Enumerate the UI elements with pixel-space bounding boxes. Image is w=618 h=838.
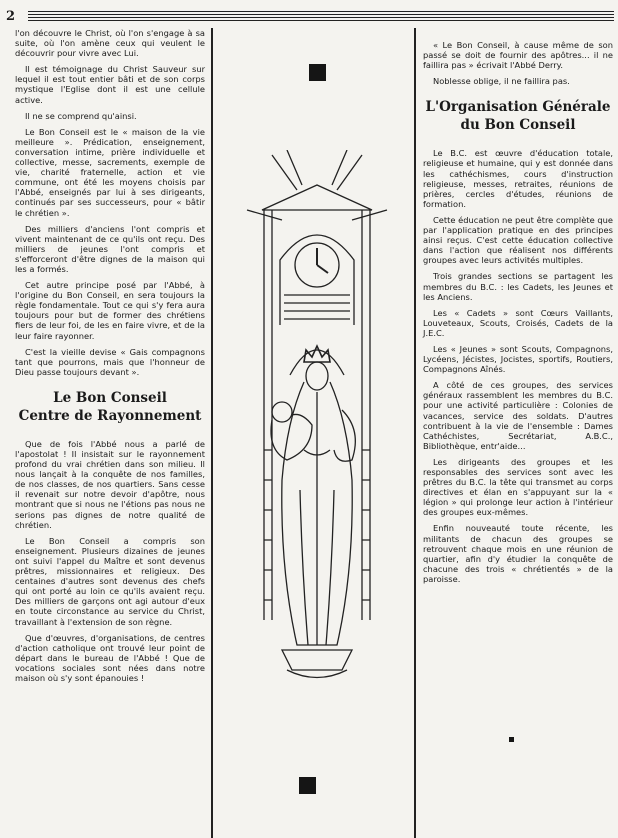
paragraph: Cet autre principe posé par l'Abbé, à l'origine du Bon Conseil, en sera toujours la règle fondamentale. Tout ce qui s'y fera aura toujours pour but de former des chrétiens fiers de leur foi, de les en faire vivre, et de la leur faire rayonner. [15,280,205,341]
paragraph: Des milliers d'anciens l'ont compris et vivent maintenant de ce qu'ils ont reçu. Des milliers de jeunes l'ont compris et s'efforceront d'être dignes de la maison qui les a formés. [15,223,205,274]
page-number: 2 [6,9,16,24]
section-heading-organisation [423,98,613,134]
paragraph: Trois grandes sections se partagent les membres du B.C. : les Cadets, les Jeunes et les Anciens. [423,271,613,302]
paragraph: Le B.C. est œuvre d'éducation totale, religieuse et humaine, qui y est donnée dans les cathéchismes, cours d'instruction religieuse, messes, retraites, réunions de prières, cercles d'études, réunions de formation. [423,148,613,209]
paragraph: Le Bon Conseil a compris son enseignement. Plusieurs dizaines de jeunes ont suivi l'appel du Maître et sont devenus prêtres, missionnaires et religieux. Des centaines d'autres sont devenus des chefs qui ont porté au loin ce qu'ils avaient reçu. Des milliers de garçons ont agi autour d'eux en toute circonstance au service du Christ, travaillant à l'extension de son règne. [15,535,205,627]
decorative-square-top [309,64,326,81]
header-rule [28,11,614,21]
paragraph: Les « Cadets » sont Cœurs Vaillants, Louveteaux, Scouts, Croisés, Cadets de la J.E.C. [423,307,613,338]
paragraph: A côté de ces groupes, des services généraux rassemblent les membres du B.C. pour une activité particulière : Colonies de vacances, service des soldats. D'autres contribuent à la vie de l'ensemble : Dames Cathéchistes, Secrétariat, A.B.C., Bibliothèque, entr'aide... [423,380,613,451]
paragraph: Les dirigeants des groupes et les responsables des services sont avec les prêtres du B.C. la tête qui transmet au corps directives et élan en s'appuyant sur la « légion » qui prolonge leur action à l'intérieur des groupes eux-mêmes. [423,456,613,518]
section-heading-rayonnement [15,389,205,425]
paragraph: Enfin nouveauté toute récente, les militants de chacun des groupes se retrouvent chaque mois en une réunion de quartier, afin d'y étudier la conquête de chacune des trois « chrétientés » de la paroisse. [423,523,613,584]
column-divider-left [211,28,213,838]
paragraph: Les « Jeunes » sont Scouts, Compagnons, Lycéens, Jécistes, Jocistes, sportifs, Routiers, Compagnons Aînés. [423,343,613,375]
paragraph: Le Bon Conseil est le « maison de la vie meilleure ». Prédication, enseignement, conversation intime, prière individuelle et collective, messe, sacrements, exemple de vie, charité fraternelle, action et vie commune, ont été les moyens choisis par l'Abbé, enseignés par lui à ses dirigeants, continués par ses successeurs, pour « bâtir le chrétien ». [15,126,205,218]
paragraph: Cette éducation ne peut être complète que par l'application pratique en des principes ainsi reçus. C'est cette éducation collective dans l'action que réalisent nos différents groupes avec leurs activités multiples. [423,214,613,266]
madonna-and-child-clock-tower-illustration [242,150,392,710]
column-divider-right [414,28,416,838]
decorative-dot [509,737,514,742]
paragraph: C'est la vieille devise « Gais compagnons tant que pourrons, mais que l'honneur de Dieu passe toujours devant ». [15,346,205,377]
paragraph: Que d'œuvres, d'organisations, de centres d'action catholique ont trouvé leur point de départ dans le bureau de l'Abbé ! Que de vocations sociales sont nées dans notre maison où s'y sont épanouies ! [15,632,205,683]
decorative-square-bottom [299,777,316,794]
paragraph: Il ne se comprend qu'ainsi. [25,110,137,121]
paragraph: Que de fois l'Abbé nous a parlé de l'apostolat ! Il insistait sur le rayonnement profond du vrai chrétien dans son milieu. Il nous lançait à la conquête de nos familles, de nos classes, de nos quartiers. Sans cesse il revenait sur notre devoir d'apôtre, nous montrant que si nous ne l'étions pas nous ne serions pas dignes de notre qualité de chrétien. [15,438,205,530]
paragraph: « Le Bon Conseil, à cause même de son passé se doit de fournir des apôtres... il ne faillira pas » écrivait l'Abbé Derry. [423,40,613,71]
paragraph: Il est témoignage du Christ Sauveur sur lequel il est tout entier bâti et de son corps mystique l'Eglise dont il est une cellule active. [15,64,205,105]
heading-line: du Bon Conseil [460,117,576,134]
heading-line: L'Organisation Générale [425,99,611,116]
heading-line: Centre de Rayonnement [18,407,202,424]
paragraph: Noblesse oblige, il ne faillira pas. [433,76,570,87]
heading-line: Le Bon Conseil [53,389,167,406]
right-column [423,40,613,590]
left-column [15,28,205,689]
paragraph: l'on découvre le Christ, où l'on s'engage à sa suite, où l'on amène ceux qui veulent le découvrir pour vivre avec Lui. [15,28,205,59]
